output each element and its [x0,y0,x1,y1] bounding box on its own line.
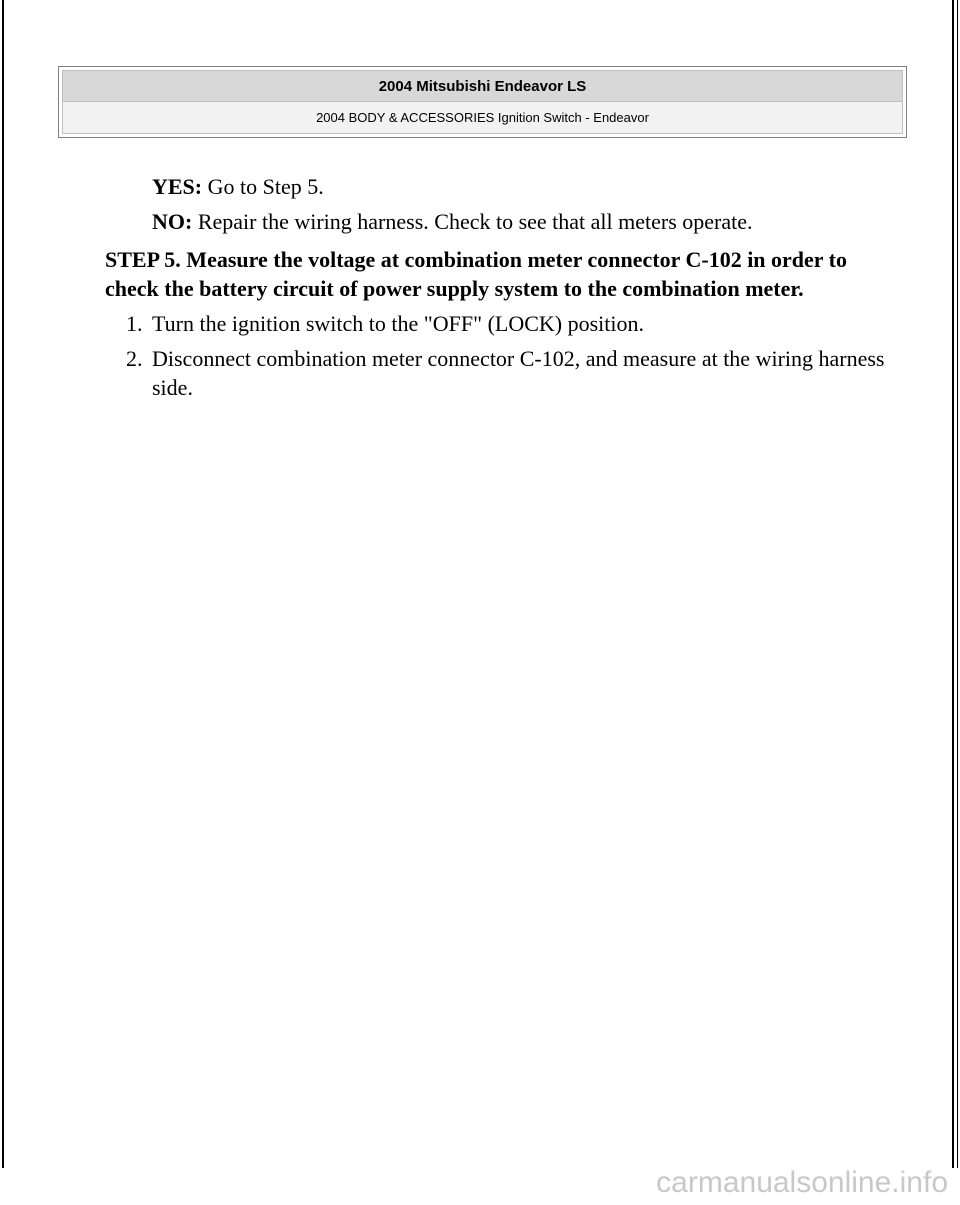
header-title: 2004 Mitsubishi Endeavor LS [63,71,902,102]
step-list [105,309,895,402]
list-item-number: 1. [126,311,143,336]
answer-yes-text: Go to Step 5. [202,174,324,199]
page-frame-right [952,0,954,1168]
answer-no-text: Repair the wiring harness. Check to see that all meters operate. [192,209,753,234]
document-header [58,66,907,138]
document-body [105,172,895,408]
list-item [105,309,895,338]
list-item-text: Turn the ignition switch to the "OFF" (LOCK) position. [152,311,645,336]
answer-no [152,207,895,236]
list-item [105,344,895,402]
answer-yes [152,172,895,201]
answer-no-label: NO: [152,209,193,234]
answer-yes-label: YES: [152,174,203,199]
watermark-text: carmanualsonline.info [656,1166,948,1199]
header-inner-border [62,70,903,134]
list-item-text: Disconnect combination meter connector C-102, and measure at the wiring harness side. [152,346,885,400]
page-frame-right-outer [957,0,958,1168]
header-subtitle: 2004 BODY & ACCESSORIES Ignition Switch - Endeavor [63,102,902,133]
list-item-number: 2. [126,346,143,371]
step-heading: STEP 5. Measure the voltage at combination meter connector C-102 in order to check the battery circuit of power supply system to the combination meter. [105,247,847,301]
page-frame-left [2,0,4,1168]
